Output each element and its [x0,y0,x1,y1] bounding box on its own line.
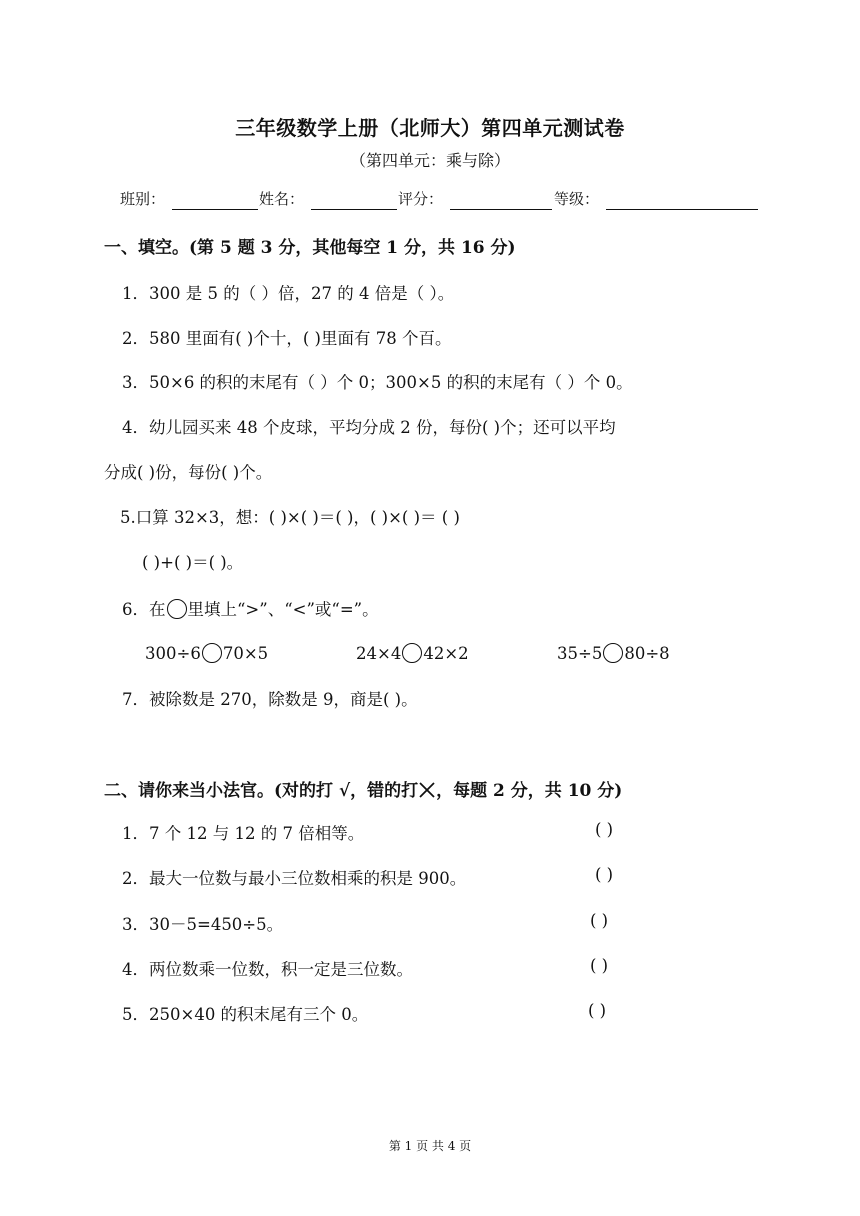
question-1-6-prefix: 6．在 [122,600,166,619]
class-field[interactable] [172,209,258,210]
question-1-4b: 分成( )份，每份( )个。 [104,463,273,482]
question-1-4a: 4．幼儿园买来 48 个皮球，平均分成 2 份，每份( )个；还可以平均 [122,418,616,437]
compare-2-circle[interactable] [402,643,422,663]
judge-item-2: 2．最大一位数与最小三位数相乘的积是 900。 [122,869,467,888]
grade-label: 等级： [554,190,600,208]
question-1-1: 1．300 是 5 的（ ）倍，27 的 4 倍是（ ）。 [122,284,455,303]
page-subtitle: （第四单元：乘与除） [349,151,510,170]
grade-field[interactable] [606,209,758,210]
judge-answer-5[interactable]: ( ) [588,1001,607,1020]
cross-icon [418,781,436,799]
section2-heading-a: 二、请你来当小法官。(对的打 √，错的打 [104,781,419,801]
question-1-5b: ( )+( )＝( )。 [142,553,244,572]
page-footer: 第 1 页 共 4 页 [388,1139,472,1153]
compare-1-circle[interactable] [202,643,222,663]
judge-answer-1[interactable]: ( ) [595,820,614,839]
judge-item-4: 4．两位数乘一位数，积一定是三位数。 [122,960,413,979]
compare-3-right: 80÷8 [624,644,670,663]
judge-answer-2[interactable]: ( ) [595,865,614,884]
question-1-5a: 5.口算 32×3，想：( )×( )＝( )，( )×( )＝ ( ) [120,508,460,527]
compare-2-right: 42×2 [423,644,469,663]
class-label: 班别： [120,190,166,208]
question-1-6 [122,596,379,620]
circle-icon [167,599,187,619]
judge-item-5: 5．250×40 的积末尾有三个 0。 [122,1005,369,1024]
judge-item-1: 1．7 个 12 与 12 的 7 倍相等。 [122,824,365,843]
question-1-6-suffix: 里填上“>”、“<”或“=”。 [187,600,379,619]
compare-3-circle[interactable] [603,643,623,663]
judge-answer-4[interactable]: ( ) [590,956,609,975]
score-field[interactable] [450,209,552,210]
question-1-3: 3．50×6 的积的末尾有（ ）个 0；300×5 的积的末尾有（ ）个 0。 [122,373,633,392]
compare-item-2 [356,643,469,663]
question-1-7: 7．被除数是 270，除数是 9，商是( )。 [122,690,418,709]
section1-heading: 一、填空。(第 5 题 3 分，其他每空 1 分，共 16 分) [104,238,516,258]
compare-1-right: 70×5 [222,644,269,663]
name-field[interactable] [311,209,397,210]
page-title: 三年级数学上册（北师大）第四单元测试卷 [235,116,625,140]
question-1-2: 2．580 里面有( )个十，( )里面有 78 个百。 [122,329,452,348]
compare-1-left: 300÷6 [145,644,201,663]
compare-3-left: 35÷5 [557,644,603,663]
name-label: 姓名： [259,190,305,208]
section2-heading [104,776,622,801]
score-label: 评分： [398,190,444,208]
section2-heading-b: ，每题 2 分，共 10 分) [436,781,623,801]
compare-2-left: 24×4 [356,644,402,663]
compare-item-1 [145,643,268,663]
judge-item-3: 3．30－5=450÷5。 [122,915,284,934]
judge-answer-3[interactable]: ( ) [590,911,609,930]
compare-item-3 [557,643,670,663]
